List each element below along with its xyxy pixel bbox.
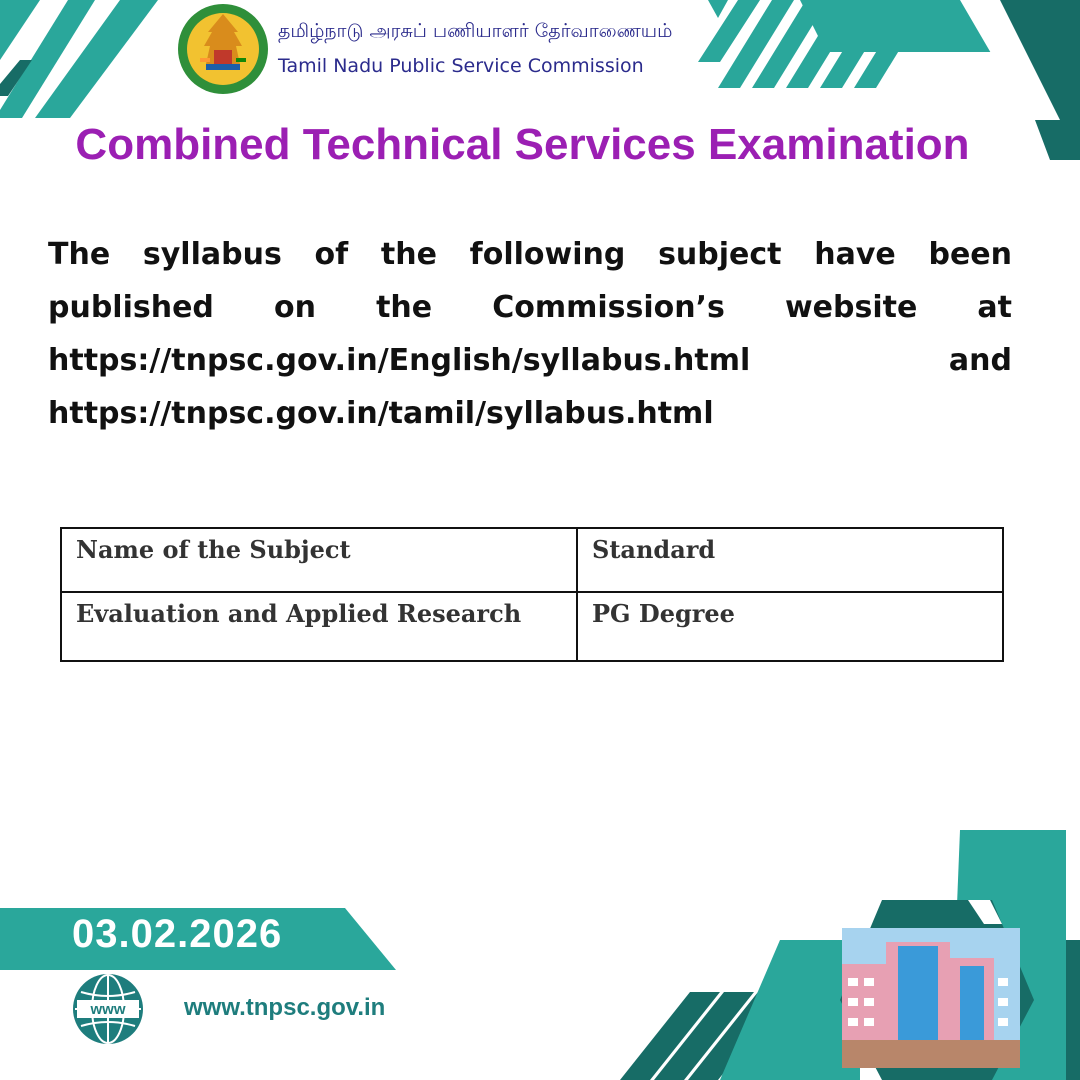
table-row — [61, 592, 1003, 661]
header-subject: Name of the Subject — [61, 528, 577, 592]
english-organization-name: Tamil Nadu Public Service Commission — [278, 55, 644, 77]
tamil-nadu-emblem-icon — [176, 2, 270, 96]
exam-title: Combined Technical Services Examination — [75, 120, 970, 169]
website-link[interactable]: www.tnpsc.gov.in — [184, 994, 386, 1021]
www-globe-icon — [71, 972, 145, 1046]
header-standard: Standard — [577, 528, 1003, 592]
publish-date: 03.02.2026 — [72, 912, 283, 956]
cell-subject: Evaluation and Applied Research — [61, 592, 577, 661]
tamil-organization-name: தமிழ்நாடு அரசுப் பணியாளர் தேர்வாணையம் — [278, 20, 673, 42]
top-left-stripes — [0, 0, 158, 118]
notice-text: The syllabus of the following subject have been published on the Commission’s website at https://tnpsc.gov.in/English/syllabus.html and https://tnpsc.gov.in/tamil/syllabus.html — [48, 237, 1012, 431]
www-label: www — [90, 1001, 126, 1018]
subject-table — [60, 527, 1004, 662]
building-photo-icon — [842, 928, 1020, 1068]
table-header-row — [61, 528, 1003, 592]
cell-standard: PG Degree — [577, 592, 1003, 661]
tnpsc-emblem — [176, 2, 270, 96]
